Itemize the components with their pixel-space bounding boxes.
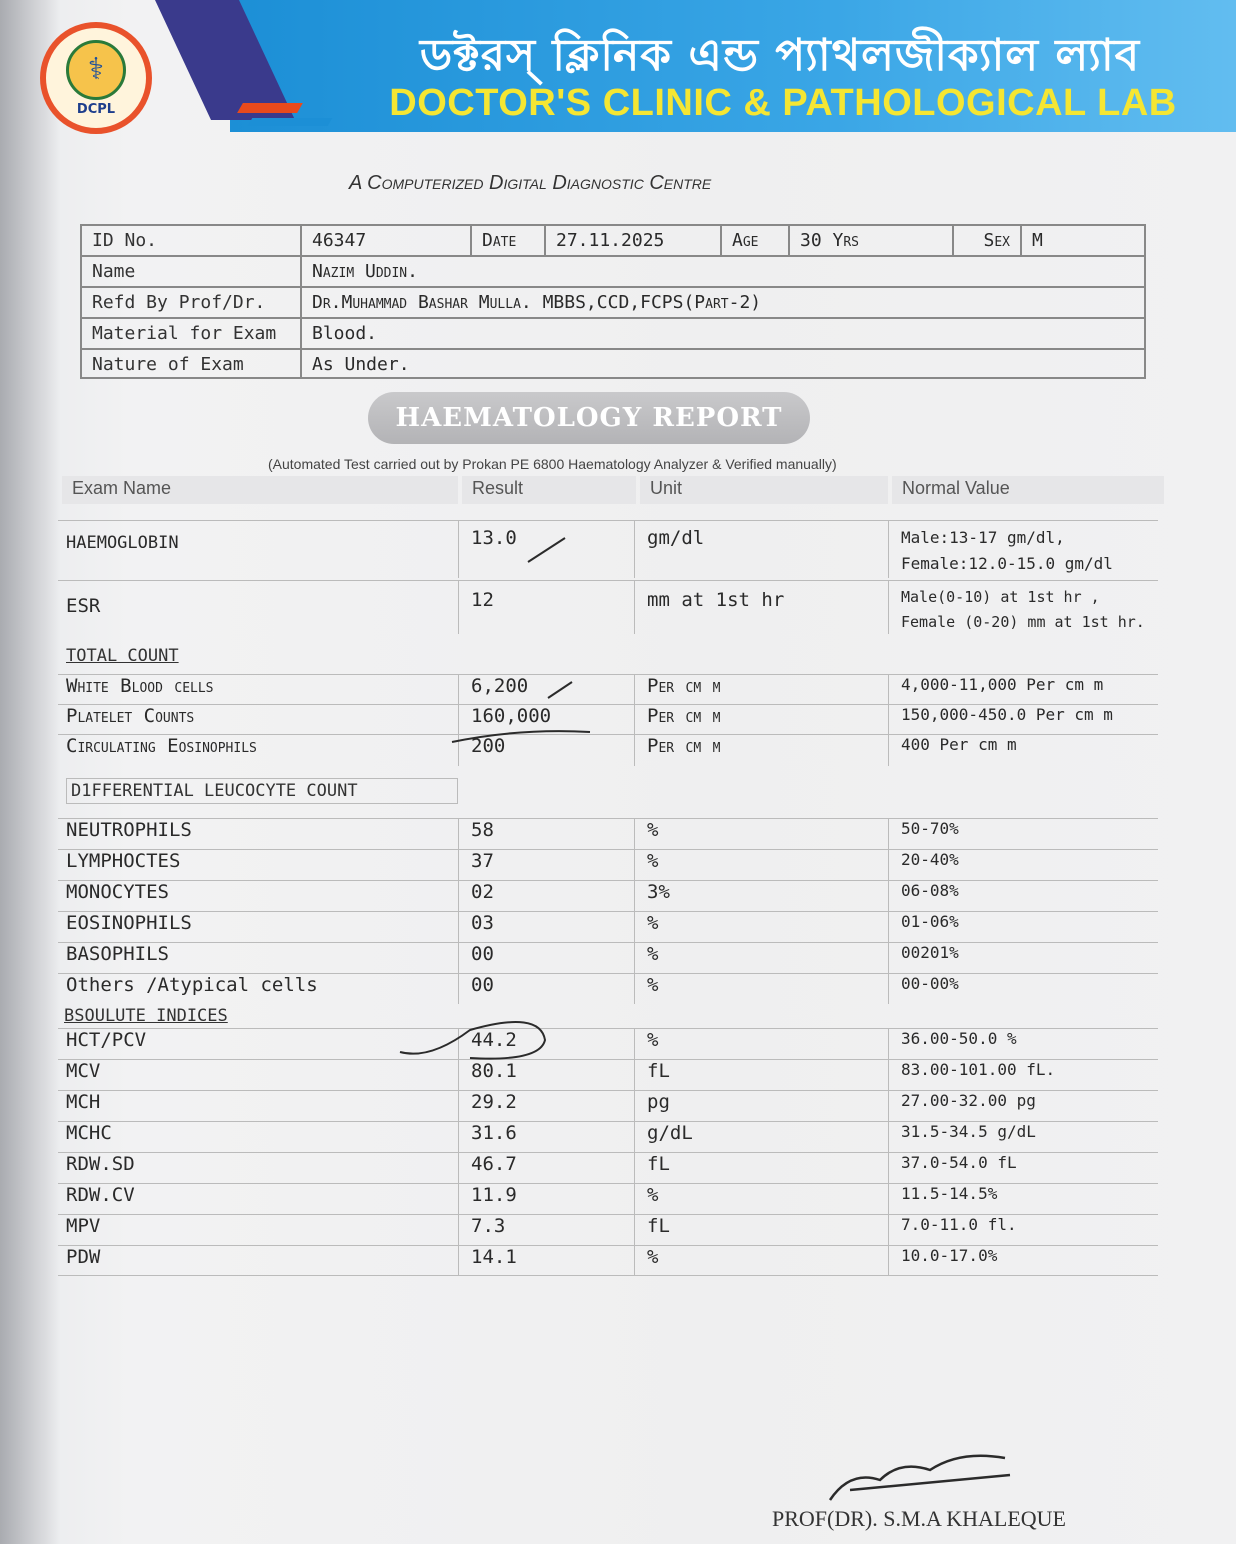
tick-mark-wbc — [548, 682, 572, 698]
result-value: 160,000 — [458, 705, 634, 734]
lab-name-bengali: ডক্টরস্ ক্লিনিক এন্ড প্যাথলজীক্যাল ল্যাব — [419, 30, 1141, 81]
exam-name: HCT/PCV — [66, 1029, 147, 1051]
normal-value: 36.00-50.0 % — [888, 1029, 1158, 1059]
exam-name: RDW.CV — [66, 1184, 135, 1206]
id-label: ID No. — [82, 226, 302, 255]
name-label: Name — [82, 257, 302, 286]
unit: % — [634, 850, 888, 880]
result-value: 12 — [458, 581, 634, 634]
exam-name: BASOPHILS — [66, 943, 169, 965]
exam-name: HAEMOGLOBIN — [66, 533, 179, 553]
normal-value: 4,000-11,000 Per cm m — [888, 675, 1158, 704]
unit: % — [634, 1184, 888, 1214]
result-value: 44.2 — [458, 1029, 634, 1059]
unit: % — [634, 974, 888, 1004]
tick-mark-hb — [528, 538, 565, 562]
refd-value: Dr.Muhammad Bashar Mulla. MBBS,CCD,FCPS(Part-2) — [312, 292, 762, 313]
unit: g/dL — [634, 1122, 888, 1152]
result-value: 6,200 — [458, 675, 634, 704]
normal-value: 00201% — [888, 943, 1158, 973]
normal-value: 10.0-17.0% — [888, 1246, 1158, 1275]
normal-value: 27.00-32.00 pg — [888, 1091, 1158, 1121]
normal-value: 31.5-34.5 g/dL — [888, 1122, 1158, 1152]
result-value: 46.7 — [458, 1153, 634, 1183]
normal-value-male: Male(0-10) at 1st hr , — [901, 588, 1100, 606]
unit: % — [634, 943, 888, 973]
age-label: Age — [722, 226, 790, 255]
material-value: Blood. — [312, 323, 378, 344]
caduceus-icon: ⚕ — [66, 40, 126, 100]
normal-value: 150,000-450.0 Per cm m — [888, 705, 1158, 734]
normal-value: 00-00% — [888, 974, 1158, 1004]
result-value: 7.3 — [458, 1215, 634, 1245]
normal-value-female: Female:12.0-15.0 gm/dl — [901, 554, 1113, 573]
circle-mark-hct — [400, 1022, 545, 1059]
exam-name: Circulating Eosinophils — [66, 735, 257, 757]
normal-value-male: Male:13-17 gm/dl, — [901, 528, 1065, 547]
report-title: HAEMATOLOGY REPORT — [368, 392, 810, 444]
result-value: 58 — [458, 819, 634, 849]
exam-name: EOSINOPHILS — [66, 912, 192, 934]
exam-name: MCV — [66, 1060, 101, 1082]
nature-value: As Under. — [312, 354, 410, 375]
unit: fL — [634, 1215, 888, 1245]
result-value: 00 — [458, 974, 634, 1004]
exam-name: MPV — [66, 1215, 101, 1237]
sex-label: Sex — [954, 226, 1022, 255]
name-value: Nazim Uddin. — [312, 261, 418, 282]
exam-name: NEUTROPHILS — [66, 819, 192, 841]
exam-name: Platelet Counts — [66, 705, 195, 727]
normal-value: 7.0-11.0 fl. — [888, 1215, 1158, 1245]
result-value: 02 — [458, 881, 634, 911]
normal-value: 83.00-101.00 fL. — [888, 1060, 1158, 1090]
result-value: 200 — [458, 735, 634, 766]
nature-label: Nature of Exam — [82, 350, 302, 377]
age-value: 30 Yrs — [790, 226, 954, 255]
signature-scrawl — [830, 1456, 1010, 1500]
unit: % — [634, 819, 888, 849]
unit: fL — [634, 1060, 888, 1090]
header-exam-name: Exam Name — [62, 476, 458, 504]
header-normal-value: Normal Value — [892, 476, 1164, 504]
exam-name: MCH — [66, 1091, 101, 1113]
normal-value-female: Female (0-20) mm at 1st hr. — [901, 613, 1145, 631]
unit: Per cm m — [634, 735, 888, 766]
result-value: 29.2 — [458, 1091, 634, 1121]
exam-name: PDW — [66, 1246, 101, 1268]
header-result: Result — [462, 476, 636, 504]
unit: pg — [634, 1091, 888, 1121]
exam-name: White Blood cells — [66, 675, 214, 697]
result-value: 00 — [458, 943, 634, 973]
exam-name: Others /Atypical cells — [66, 974, 318, 996]
section-differential-count: D1FFERENTIAL LEUCOCYTE COUNT — [66, 778, 458, 804]
exam-name: MCHC — [66, 1122, 112, 1144]
result-value: 80.1 — [458, 1060, 634, 1090]
normal-value: 400 Per cm m — [888, 735, 1158, 766]
normal-value: 06-08% — [888, 881, 1158, 911]
normal-value: 50-70% — [888, 819, 1158, 849]
exam-name: RDW.SD — [66, 1153, 135, 1175]
id-value: 46347 — [302, 226, 472, 255]
lab-name-english: DOCTOR'S CLINIC & PATHOLOGICAL LAB — [389, 82, 1177, 124]
sex-value: M — [1032, 230, 1043, 251]
normal-value: 37.0-54.0 fL — [888, 1153, 1158, 1183]
section-total-count: TOTAL COUNT — [66, 646, 179, 666]
normal-value: 01-06% — [888, 912, 1158, 942]
unit: gm/dl — [634, 521, 888, 578]
exam-name: ESR — [66, 595, 101, 617]
exam-name: MONOCYTES — [66, 881, 169, 903]
unit: % — [634, 1029, 888, 1059]
result-value: 14.1 — [458, 1246, 634, 1275]
logo-abbr: DCPL — [76, 101, 116, 117]
unit: 3% — [634, 881, 888, 911]
exam-name: LYMPHOCTES — [66, 850, 181, 872]
unit: mm at 1st hr — [634, 581, 888, 634]
unit: % — [634, 912, 888, 942]
unit: fL — [634, 1153, 888, 1183]
signature-name: PROF(DR). S.M.A KHALEQUE — [772, 1506, 1066, 1531]
result-value: 03 — [458, 912, 634, 942]
underline-mark — [452, 731, 590, 742]
result-value: 37 — [458, 850, 634, 880]
unit: Per cm m — [634, 675, 888, 704]
unit: % — [634, 1246, 888, 1275]
result-value: 13.0 — [458, 521, 634, 578]
result-value: 11.9 — [458, 1184, 634, 1214]
normal-value: 11.5-14.5% — [888, 1184, 1158, 1214]
unit: Per cm m — [634, 705, 888, 734]
normal-value: 20-40% — [888, 850, 1158, 880]
material-label: Material for Exam — [82, 319, 302, 348]
test-method-note: (Automated Test carried out by Prokan PE 6800 Haematology Analyzer & Verified manually) — [268, 456, 837, 472]
date-value: 27.11.2025 — [546, 226, 722, 255]
date-label: Date — [472, 226, 546, 255]
lab-subtitle: A Computerized Digital Diagnostic Centre — [349, 172, 712, 194]
refd-label: Refd By Prof/Dr. — [82, 288, 302, 317]
header-unit: Unit — [640, 476, 888, 504]
result-value: 31.6 — [458, 1122, 634, 1152]
section-absolute-indices: BSOULUTE INDICES — [64, 1006, 228, 1026]
